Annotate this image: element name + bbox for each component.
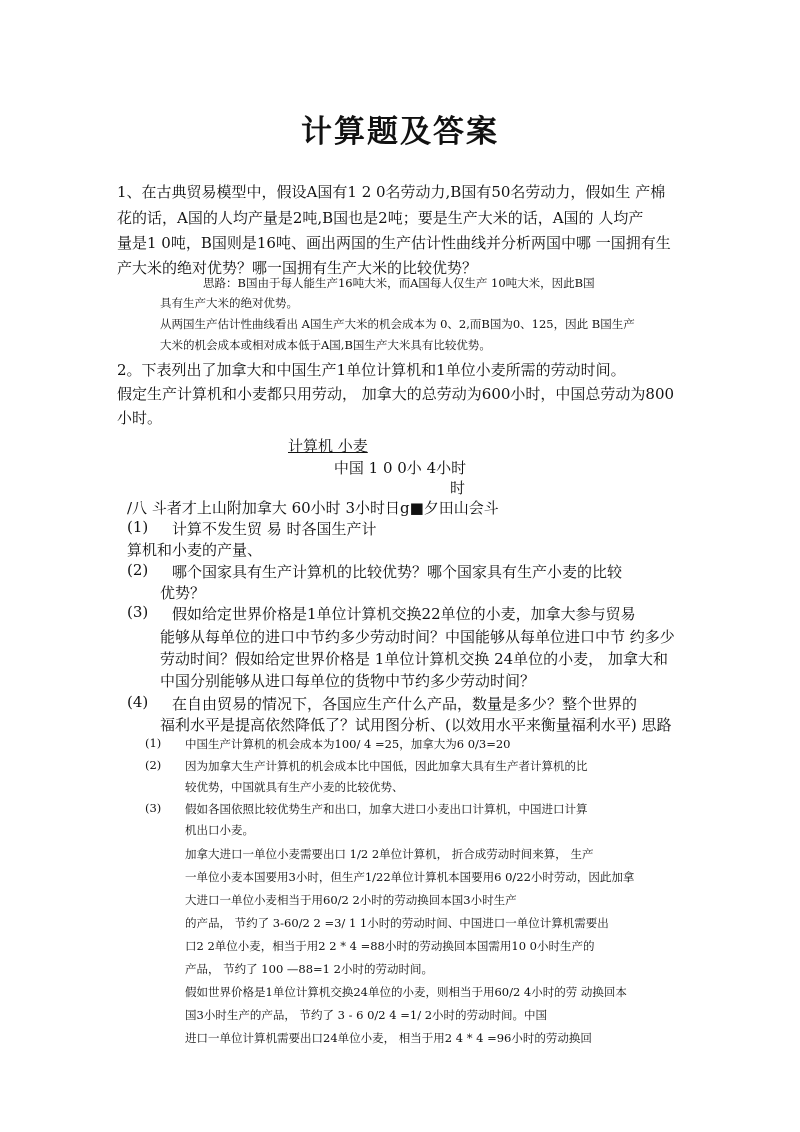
q1-line-1: 1、在古典贸易模型中，假设A国有1 2 0名劳动力,B国有50名劳动力，假如生 产棉	[117, 183, 666, 201]
q2-intro-line-3: 小时。	[117, 409, 163, 427]
q2-answer-3-line-8: 产品， 节约了 100 —88=1 2小时的劳动时间。	[185, 962, 433, 976]
q2-answer-2-num: (2)	[145, 758, 162, 772]
page-title: 计算题及答案	[301, 114, 499, 150]
q2-item-2-line-1: 哪个国家具有生产计算机的比较优势？哪个国家具有生产小麦的比较	[172, 563, 623, 581]
q2-intro-line-1: 2。下表列出了加拿大和中国生产1单位计算机和1单位小麦所需的劳动时间。	[117, 361, 626, 379]
q1-answer-line-4: 大米的机会成本或相对成本低于A国,B国生产大米具有比较优势。	[160, 338, 491, 352]
q2-item-1-num: (1)	[127, 518, 149, 536]
q2-item-3-line-4: 中国分别能够从进口每单位的货物中节约多少劳动时间？	[160, 672, 536, 690]
q2-item-1-line-2: 算机和小麦的产量、	[127, 541, 263, 559]
q2-intro-line-2: 假定生产计算机和小麦都只用劳动， 加拿大的总劳动为600小时，中国总劳动为800	[117, 385, 675, 403]
q1-line-3: 量是1 0吨，B国则是16吨、画出两国的生产估计性曲线并分析两国中哪 一国拥有生	[117, 234, 671, 252]
q2-answer-3-line-1: 假如各国依照比较优势生产和出口，加拿大进口小麦出口计算机，中国进口计算	[185, 802, 588, 816]
q2-answer-2-line-1: 因为加拿大生产计算机的机会成本比中国低，因此加拿大具有生产者计算机的比	[185, 759, 588, 773]
q2-answer-2-line-2: 较优势，中国就具有生产小麦的比较优势、	[185, 780, 404, 794]
q2-item-3-line-2: 能够从每单位的进口中节约多少劳动时间？中国能够从每单位进口中节 约多少	[160, 628, 675, 646]
q2-item-2-line-2: 优势？	[160, 584, 206, 602]
q2-answer-3-line-9: 假如世界价格是1单位计算机交换24单位的小麦，则相当于用60/2 4小时的劳 动换回本	[185, 985, 627, 999]
q2-item-3-line-1: 假如给定世界价格是1单位计算机交换22单位的小麦，加拿大参与贸易	[172, 605, 636, 623]
q2-answer-3-line-7: 口2 2单位小麦，相当于用2 2 * 4 =88小时的劳动换回本国需用10 0小时生产的	[185, 939, 595, 953]
q2-answer-3-line-10: 国3小时生产的产品， 节约了 3 - 6 0/2 4 =1/ 2小时的劳动时间。中国	[185, 1008, 548, 1022]
q2-item-4-num: (4)	[127, 693, 149, 711]
q2-item-3-line-3: 劳动时间？假如给定世界价格是 1单位计算机交换 24单位的小麦， 加拿大和	[160, 650, 668, 668]
q2-answer-3-line-11: 进口一单位计算机需要出口24单位小麦， 相当于用2 4 * 4 =96小时的劳动换回	[185, 1031, 592, 1045]
q2-item-2-num: (2)	[127, 561, 149, 579]
table-row-china: 中国 1 0 0小 4小时	[333, 459, 467, 477]
q1-answer-line-3: 从两国生产估计性曲线看出 A国生产大米的机会成本为 0、2,而B国为0、125，因此 B国生产	[160, 317, 635, 331]
q2-item-3-num: (3)	[127, 603, 149, 621]
table-header: 计算机 小麦	[288, 437, 368, 455]
q2-answer-3-line-4: 一单位小麦本国要用3小时，但生产1/22单位计算机本国要用6 0/22小时劳动，因此加拿	[185, 870, 635, 884]
q2-item-1-line-1: 计算不发生贸 易 时各国生产计	[172, 520, 377, 538]
table-row-china-cont: 时	[450, 479, 466, 497]
q2-answer-3-num: (3)	[145, 801, 162, 815]
q2-answer-1-num: (1)	[145, 736, 162, 750]
q2-answer-3-line-2: 机出口小麦。	[185, 823, 254, 837]
q2-answer-3-line-6: 的产品， 节约了 3-60/2 2 =3/ 1 1小时的劳动时间、中国进口一单位计算机需要出	[185, 916, 609, 930]
q1-line-4: 产大米的绝对优势？哪一国拥有生产大米的比较优势？	[117, 259, 478, 277]
q2-answer-1-line-1: 中国生产计算机的机会成本为100/ 4 =25，加拿大为6 0/3=20	[185, 737, 511, 751]
q2-item-4-line-2: 福利水平是提高依然降低了？试用图分析、(以效用水平来衡量福利水平) 思路	[160, 716, 672, 734]
q1-answer-line-2: 具有生产大米的绝对优势。	[160, 296, 298, 310]
q2-answer-3-line-3: 加拿大进口一单位小麦需要出口 1/2 2单位计算机， 折合成劳动时间来算， 生产	[185, 847, 594, 861]
table-row-canada: /八 斗者才上山附加拿大 60小时 3小时日g■夕田山会斗	[127, 499, 499, 517]
q1-answer-line-1: 思路：B国由于每人能生产16吨大米，而A国每人仅生产 10吨大米，因此B国	[203, 276, 595, 290]
q2-answer-3-line-5: 大进口一单位小麦相当于用60/2 2小时的劳动换回本国3小时生产	[185, 893, 517, 907]
q1-line-2: 花的话，A国的人均产量是2吨,B国也是2吨；要是生产大米的话，A国的 人均产	[117, 209, 644, 227]
q2-item-4-line-1: 在自由贸易的情况下，各国应生产什么产品，数量是多少？整个世界的	[172, 695, 638, 713]
